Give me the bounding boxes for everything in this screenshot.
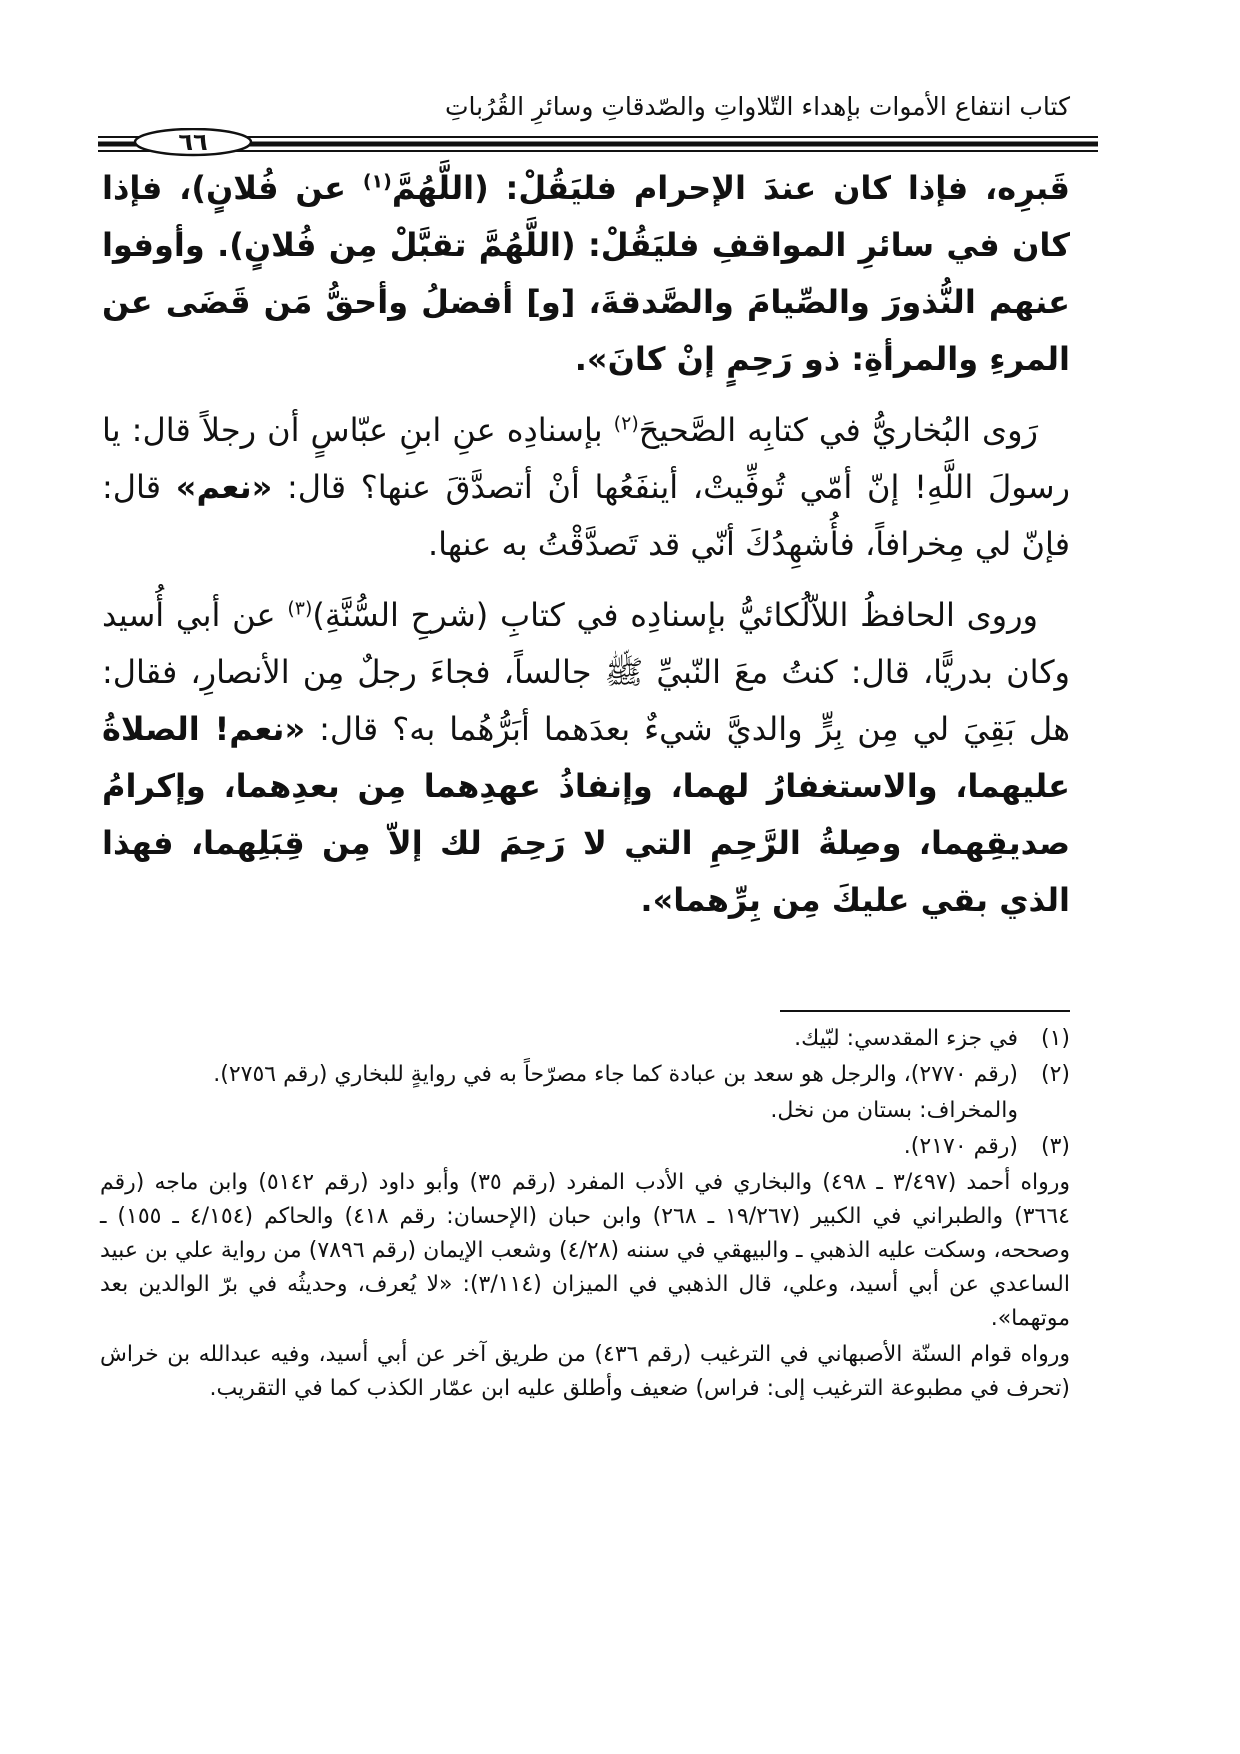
header-rule	[98, 128, 1098, 158]
paragraph-2-text-a: رَوى البُخاريُّ في كتابِه الصَّحيحَ	[638, 411, 1038, 449]
footnote-ref-1: (١)	[362, 170, 392, 193]
footnote-separator	[780, 1010, 1070, 1012]
footnote-3-continuation-2: ورواه قوام السنّة الأصبهاني في الترغيب (رقم ٤٣٦) من طريق آخر عن أبي أسيد، وفيه عبدالله بن خراش (تحرف في مطبوعة الترغيب إلى: فراس) ضعيف وأطلق عليه ابن عمّار الكذب كما في التقريب.	[100, 1342, 1071, 1401]
running-header: كتاب انتفاع الأموات بإهداء التّلاواتِ والصّدقاتِ وسائرِ القُرُباتِ	[444, 92, 1070, 121]
paragraph-2-quote: «نعم»	[175, 468, 273, 506]
main-text	[102, 160, 1070, 943]
header-rule-ornament	[98, 128, 1098, 158]
footnote-3-text: (رقم ٢١٧٠).	[903, 1134, 1018, 1159]
footnote-2	[100, 1058, 1070, 1092]
footnote-2-number: (٢)	[1040, 1062, 1070, 1087]
paragraph-2-text-b: بإسنادِه عنِ ابنِ عبّاسٍ أن رجلاً قال: يا رسولَ اللَّهِ! إنّ أمّي تُوفِّيتْ، أينفَعُها أنْ أتصدَّقَ عنها؟ قال:	[102, 411, 1071, 506]
footnote-ref-2: (٢)	[613, 412, 639, 435]
footnotes	[100, 1022, 1070, 1408]
page-number: ٦٦	[178, 128, 208, 156]
paragraph-1	[102, 160, 1070, 388]
paragraph-1-rest: عن فُلانٍ)، فإذا كان في سائرِ المواقفِ فليَقُلْ: (اللَّهُمَّ تقبَّلْ مِن فُلانٍ). وأوفوا عنهم النُّذورَ والصِّيامَ والصَّدقةَ، [و] أفضلُ وأحقُّ مَن قَضَى عن المرءِ والمرأةِ: ذو رَحِمٍ إنْ كانَ».	[102, 169, 1070, 378]
paragraph-3-text-b: عن أبي أُسيد وكان بدريًّا، قال: كنتُ معَ النّبيِّ ﷺ جالساً، فجاءَ رجلٌ مِن الأنصارِ، فقال: هل بَقِيَ لي مِن بِرٍّ والديَّ شيءٌ بعدَهما أبَرُّهُما به؟ قال:	[102, 596, 1071, 748]
paragraph-3	[102, 587, 1070, 929]
paragraph-2-text-c: قال: فإنّ لي مِخرافاً، فأُشهِدُكَ أنّي قد تَصدَّقْتُ به عنها.	[102, 468, 1070, 563]
footnote-3-number: (٣)	[1040, 1134, 1070, 1159]
footnote-2-text: (رقم ٢٧٧٠)، والرجل هو سعد بن عبادة كما جاء مصرّحاً به في روايةٍ للبخاري (رقم ٢٧٥٦).	[213, 1062, 1018, 1087]
footnote-3	[100, 1130, 1070, 1164]
paragraph-3-quote: «نعم! الصلاةُ عليهما، والاستغفارُ لهما، وإنفاذُ عهدِهما مِن بعدِهما، وإكرامُ صديقِهما، وصِلةُ الرَّحِمِ التي لا رَحِمَ لك إلاّ مِن قِبَلِهما، فهذا الذي بقي عليكَ مِن بِرِّهما».	[102, 710, 1070, 919]
paragraph-1-text: قَبرِه، فإذا كان عندَ الإحرام فليَقُلْ: (اللَّهُمَّ	[391, 169, 1071, 207]
footnote-1-text: في جزء المقدسي: لبّيك.	[794, 1026, 1018, 1051]
paragraph-3-text-a: وروى الحافظُ اللاّلُكائيُّ بإسنادِه في كتابِ (شرحِ السُّنَّةِ)	[312, 596, 1039, 634]
footnote-ref-3: (٣)	[287, 597, 313, 620]
footnote-2-continuation: والمخراف: بستان من نخل.	[770, 1098, 1018, 1123]
footnote-1	[100, 1022, 1070, 1056]
paragraph-2	[102, 402, 1070, 573]
footnote-1-number: (١)	[1040, 1026, 1070, 1051]
footnote-3-continuation-1: ورواه أحمد (٣/٤٩٧ ـ ٤٩٨) والبخاري في الأدب المفرد (رقم ٣٥) وأبو داود (رقم ٥١٤٢) وابن ماجه (رقم ٣٦٦٤) والطبراني في الكبير (١٩/٢٦٧ ـ ٢٦٨) وابن حبان (الإحسان: رقم ٤١٨) والحاكم (٤/١٥٤ ـ ١٥٥) ـ وصححه، وسكت عليه الذهبي ـ والبيهقي في سننه (٤/٢٨) وشعب الإيمان (رقم ٧٨٩٦) من رواية علي بن عبيد الساعدي عن أبي أسيد، وعلي، قال الذهبي في الميزان (٣/١١٤): «لا يُعرف، وحديثُه في برّ الوالدين بعد موتهما».	[100, 1170, 1071, 1331]
